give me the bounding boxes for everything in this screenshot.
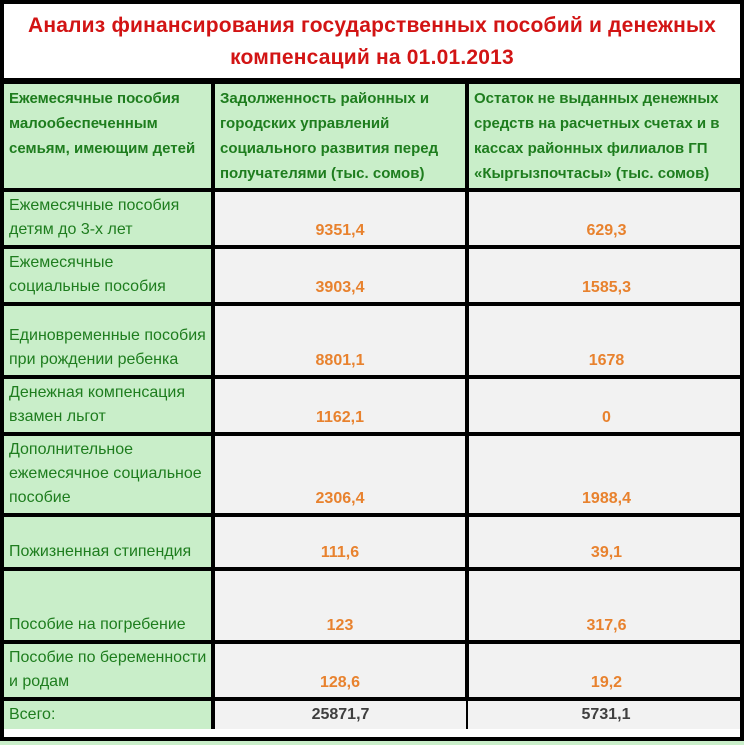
balance-value-cell: 1988,4 [467,434,744,515]
balance-value-cell: 0 [467,377,744,434]
balance-value-cell: 317,6 [467,569,744,642]
benefits-table [4,84,744,729]
benefit-label-cell: Дополнительное ежемесячное социальное пособие [4,434,213,515]
table-row [4,190,744,247]
table-row [4,642,744,699]
report-title-line-1: Анализ финансирования государственных пособий и денежных [28,14,716,37]
benefit-label-cell: Денежная компенсация взамен льгот [4,377,213,434]
balance-value-cell: 39,1 [467,515,744,569]
benefit-label-cell: Ежемесячные социальные пособия [4,247,213,304]
benefit-label-cell: Ежемесячные пособия детям до 3-х лет [4,190,213,247]
debt-value-cell: 2306,4 [213,434,467,515]
table-row [4,304,744,377]
header-balance-column: Остаток не выданных денежных средств на расчетных счетах и в кассах районных филиалов ГП «Кыргызпочтасы» (тыс. сомов) [467,84,744,190]
benefit-label-cell: Пособие по беременности и родам [4,642,213,699]
table-row [4,247,744,304]
header-debt-column: Задолженность районных и городских управлений социального развития перед получателями (тыс. сомов) [213,84,467,190]
debt-value-cell: 8801,1 [213,304,467,377]
bottom-green-strip [0,741,744,745]
benefit-label-cell: Единовременные пособия при рождении ребенка [4,304,213,377]
benefit-label-cell: Пожизненная стипендия [4,515,213,569]
debt-value-cell: 111,6 [213,515,467,569]
table-row [4,515,744,569]
total-label-cell: Всего: [4,699,213,729]
debt-value-cell: 128,6 [213,642,467,699]
table-row [4,569,744,642]
report-title [4,4,740,84]
total-row [4,699,744,729]
header-row [4,84,744,190]
debt-value-cell: 1162,1 [213,377,467,434]
benefit-label-cell: Пособие на погребение [4,569,213,642]
table-row [4,434,744,515]
balance-value-cell: 1585,3 [467,247,744,304]
total-balance-cell: 5731,1 [467,699,744,729]
debt-value-cell: 3903,4 [213,247,467,304]
report-title-line-2: компенсаций на 01.01.2013 [230,46,514,69]
balance-value-cell: 1678 [467,304,744,377]
debt-value-cell: 123 [213,569,467,642]
balance-value-cell: 19,2 [467,642,744,699]
total-debt-cell: 25871,7 [213,699,467,729]
balance-value-cell: 629,3 [467,190,744,247]
table-row [4,377,744,434]
header-benefit-type: Ежемесячные пособия малообеспеченным семьям, имеющим детей [4,84,213,190]
debt-value-cell: 9351,4 [213,190,467,247]
